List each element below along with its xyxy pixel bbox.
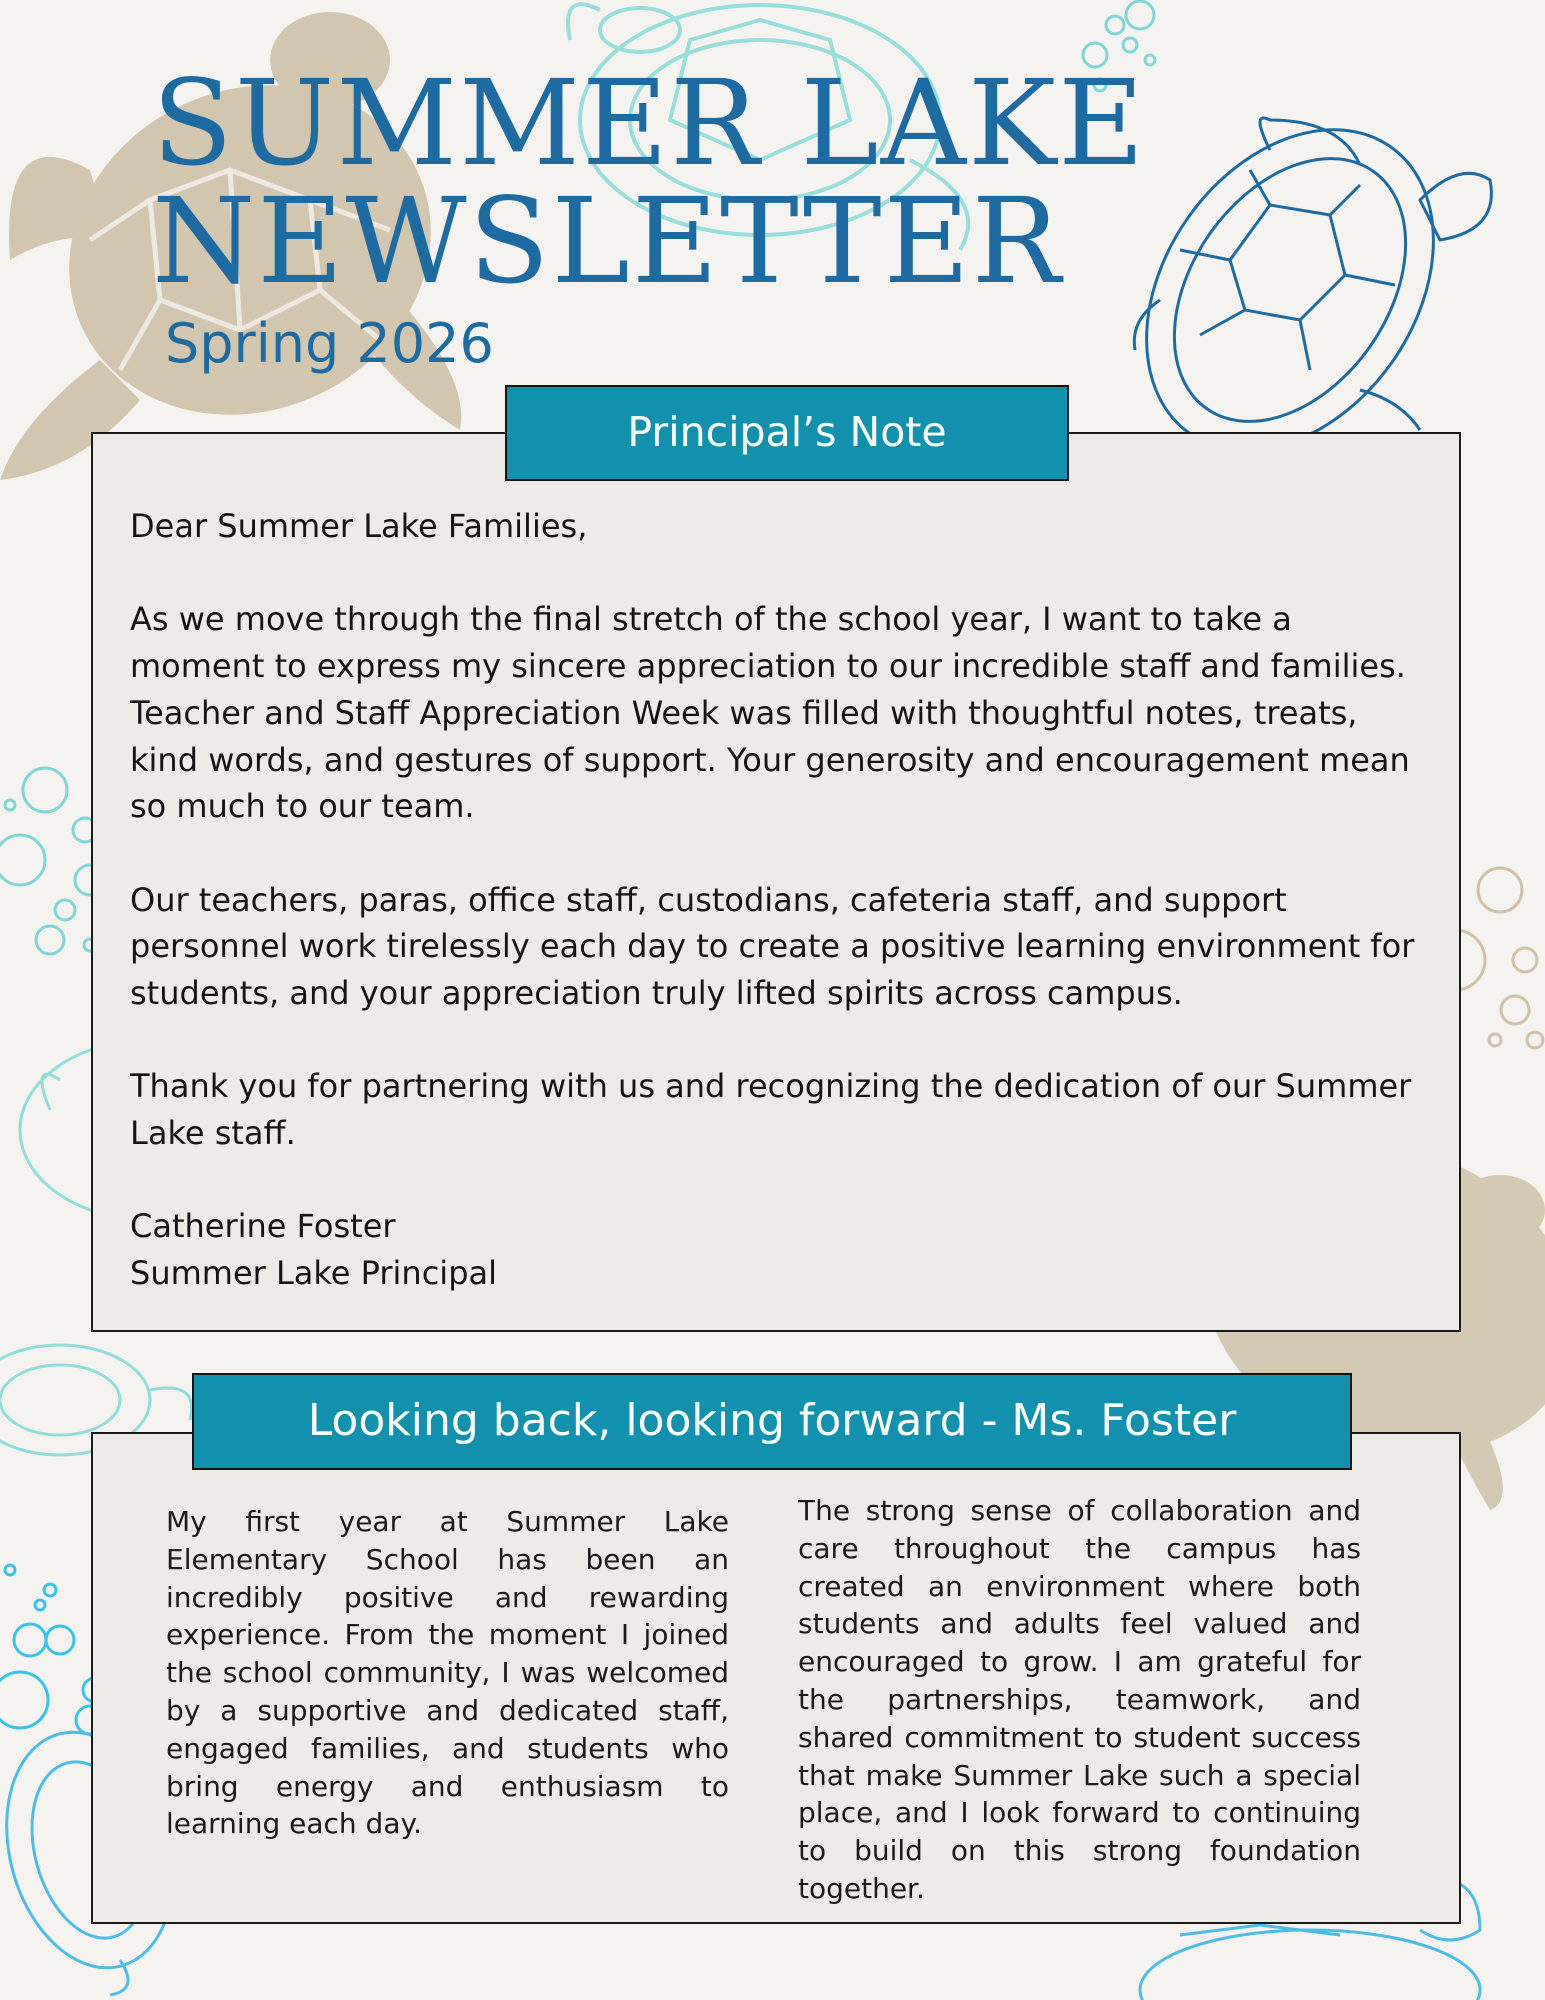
principal-note-body [130,503,1420,1297]
principal-note-heading: Principal’s Note [505,385,1069,481]
looking-back-heading: Looking back, looking forward - Ms. Foster [192,1373,1352,1470]
letter-paragraph-3: Thank you for partnering with us and recognizing the dedication of our Summer Lake staff. [130,1067,1412,1153]
letter-greeting: Dear Summer Lake Families, [130,507,588,545]
bubbles-icon [0,768,105,954]
looking-back-right-column: The strong sense of collaboration and care throughout the campus has created an environment where both students and adults feel valued and encouraged to grow. I am grateful for the partnerships, teamwork, and shared commitment to student success that make Summer Lake such a special place, and I look forward to continuing to build on this strong foundation together. [798,1494,1361,1905]
letter-paragraph-2: Our teachers, paras, office staff, custodians, cafeteria staff, and support personnel work tirelessly each day to create a positive learning environment for students, and your appreciation truly lifted spirits across campus. [130,880,1415,1012]
signature-title: Summer Lake Principal [130,1254,497,1293]
issue-subtitle: Spring 2026 [165,312,494,375]
letter-paragraph-1: As we move through the final stretch of the school year, I want to take a moment to express my sincere appreciation to our incredible staff and families. Teacher and Staff Appreciation Week was filled with thoughtful notes, treats, kind words, and gestures of support. Your generosity and encouragement mean so much to our team. [130,600,1410,826]
title-line-1: SUMMER LAKE [152,54,1147,192]
title-line-2: NEWSLETTER [152,172,1063,310]
signature-name: Catherine Foster [130,1207,396,1246]
looking-back-left-column: My first year at Summer Lake Elementary School has been an incredibly positive and rewarding experience. From the moment I joined the school community, I was welcomed by a supportive and dedicated staff, engaged families, and students who bring energy and enthusiasm to learning each day. [166,1505,729,1841]
newsletter-title [152,54,1352,310]
